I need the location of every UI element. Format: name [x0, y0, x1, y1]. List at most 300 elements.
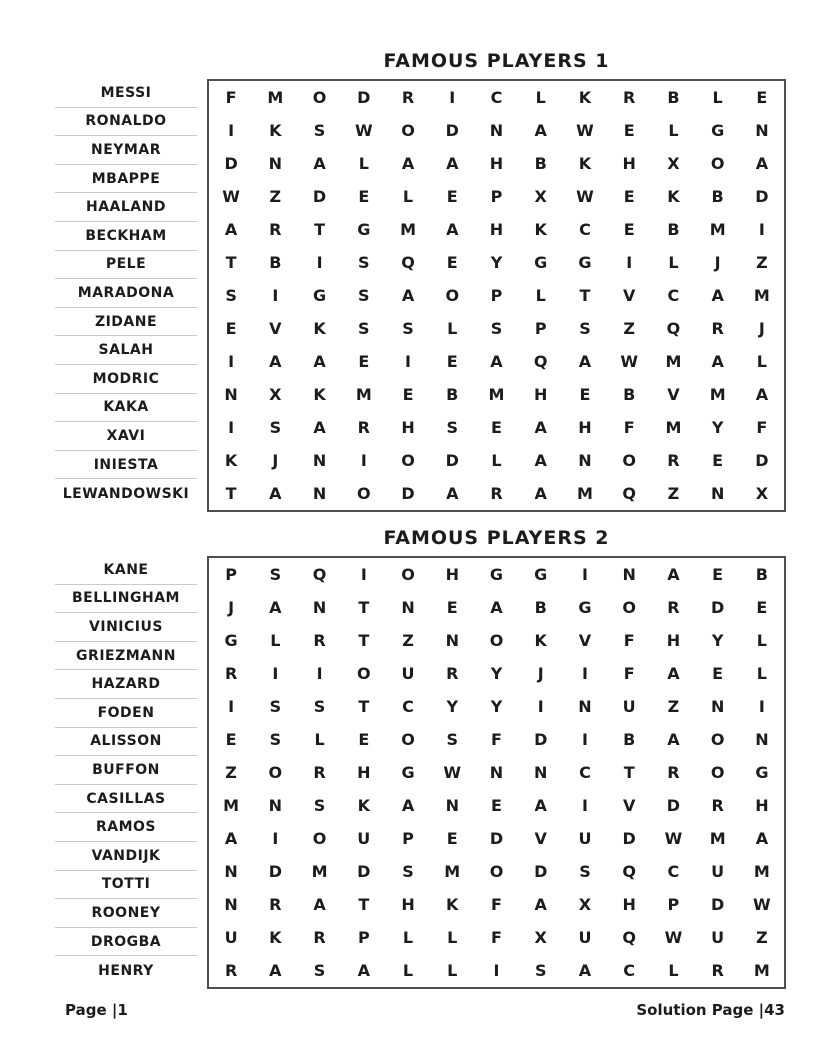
grid-letter: W: [620, 352, 638, 371]
grid-letter: G: [489, 565, 504, 584]
grid-letter: Q: [622, 928, 636, 947]
grid-letter: M: [665, 352, 682, 371]
grid-letter: O: [401, 121, 415, 140]
grid-letter: G: [578, 598, 592, 617]
grid-letter: G: [534, 565, 548, 584]
grid-letter: A: [269, 961, 282, 980]
word-list: [55, 556, 197, 985]
grid-letter: M: [709, 829, 726, 848]
word-item: ALISSON: [55, 728, 197, 757]
grid-letter: Y: [490, 697, 503, 716]
grid-letter: L: [668, 961, 679, 980]
grid-letter: N: [534, 763, 548, 782]
letter-grid: [207, 556, 786, 989]
word-item: CASILLAS: [55, 785, 197, 814]
grid-letter: O: [401, 451, 415, 470]
grid-letter: B: [667, 220, 680, 239]
grid-letter: O: [357, 484, 371, 503]
word-item: MODRIC: [55, 365, 197, 394]
grid-letter: L: [535, 88, 546, 107]
grid-letter: L: [358, 154, 369, 173]
grid-letter: Z: [269, 187, 282, 206]
grid-letter: U: [578, 829, 592, 848]
grid-letter: Z: [402, 631, 414, 650]
grid-letter: A: [401, 796, 415, 815]
grid-letter: S: [579, 319, 591, 338]
grid-letter: K: [534, 220, 547, 239]
grid-letter: T: [358, 598, 370, 617]
grid-letter: O: [312, 829, 327, 848]
grid-letter: R: [224, 664, 238, 683]
grid-letter: R: [224, 961, 238, 980]
grid-letter: A: [534, 895, 547, 914]
solution-page-ref: Solution Page |43: [636, 1001, 785, 1019]
grid-letter: E: [623, 220, 635, 239]
grid-letter: B: [269, 253, 282, 272]
grid-letter: I: [581, 796, 588, 815]
grid-letter: R: [711, 796, 724, 815]
grid-letter: G: [313, 286, 327, 305]
grid-letter: B: [667, 88, 680, 107]
grid-letter: L: [756, 631, 767, 650]
grid-letter: T: [358, 697, 370, 716]
grid-letter: M: [753, 961, 770, 980]
puzzle-title: FAMOUS PLAYERS 1: [383, 50, 610, 72]
puzzle-famous-players-2: [0, 527, 816, 997]
grid-letter: N: [755, 121, 769, 140]
puzzle-title: FAMOUS PLAYERS 2: [383, 527, 610, 549]
grid-letter: F: [225, 88, 237, 107]
grid-letter: E: [446, 352, 458, 371]
grid-letter: Q: [533, 352, 548, 371]
grid-letter: N: [268, 154, 283, 173]
grid-letter: M: [311, 862, 328, 881]
grid-letter: O: [710, 763, 725, 782]
grid-letter: K: [357, 796, 370, 815]
word-list: [55, 79, 197, 508]
grid-letter: A: [313, 418, 326, 437]
grid-letter: U: [224, 928, 238, 947]
grid-letter: Y: [490, 664, 503, 683]
grid-letter: J: [758, 319, 765, 338]
word-item: PELE: [55, 251, 197, 280]
grid-letter: O: [710, 730, 725, 749]
grid-letter: M: [400, 220, 416, 239]
grid-letter: I: [228, 697, 235, 716]
word-item: BELLINGHAM: [55, 585, 197, 614]
grid-letter: S: [402, 862, 414, 881]
grid-letter: O: [268, 763, 283, 782]
grid-letter: E: [446, 829, 458, 848]
grid-letter: Z: [623, 319, 635, 338]
grid-letter: C: [490, 88, 503, 107]
grid-letter: P: [667, 895, 680, 914]
grid-letter: U: [357, 829, 371, 848]
grid-letter: R: [490, 484, 503, 503]
grid-letter: E: [623, 187, 635, 206]
grid-letter: S: [269, 697, 282, 716]
word-item: MBAPPE: [55, 165, 197, 194]
grid-letter: A: [269, 598, 282, 617]
grid-letter: S: [313, 697, 326, 716]
grid-letter: W: [222, 187, 240, 206]
grid-letter: H: [489, 154, 504, 173]
grid-letter: I: [272, 286, 279, 305]
grid-letter: K: [446, 895, 459, 914]
grid-letter: R: [667, 598, 680, 617]
grid-letter: T: [225, 484, 237, 503]
grid-letter: C: [579, 763, 591, 782]
grid-letter: M: [267, 88, 284, 107]
grid-letter: Q: [401, 253, 415, 272]
grid-letter: S: [313, 961, 326, 980]
grid-letter: D: [711, 895, 725, 914]
grid-letter: B: [446, 385, 459, 404]
grid-letter: R: [269, 220, 282, 239]
grid-letter: L: [402, 187, 414, 206]
grid-letter: Z: [225, 763, 237, 782]
grid-letter: A: [224, 829, 238, 848]
grid-letter: O: [357, 664, 371, 683]
grid-letter: N: [312, 484, 327, 503]
grid-letter: D: [755, 187, 769, 206]
grid-letter: D: [401, 484, 415, 503]
grid-letter: L: [402, 928, 414, 947]
grid-letter: F: [623, 418, 635, 437]
grid-letter: Y: [490, 253, 503, 272]
grid-letter: D: [357, 862, 371, 881]
grid-letter: G: [534, 253, 548, 272]
grid-letter: A: [667, 730, 680, 749]
grid-letter: S: [358, 286, 370, 305]
grid-letter: A: [224, 220, 238, 239]
grid-letter: F: [623, 631, 635, 650]
grid-letter: G: [755, 763, 769, 782]
grid-letter: C: [667, 286, 680, 305]
grid-letter: M: [753, 862, 770, 881]
grid-letter: A: [269, 484, 282, 503]
grid-letter: A: [401, 154, 415, 173]
grid-letter: B: [755, 565, 768, 584]
grid-letter: E: [579, 385, 591, 404]
grid-letter: I: [272, 664, 279, 683]
grid-letter: A: [490, 598, 503, 617]
grid-letter: E: [756, 598, 768, 617]
grid-letter: K: [313, 385, 326, 404]
grid-letter: Z: [667, 484, 680, 503]
grid-letter: D: [666, 796, 681, 815]
grid-letter: V: [534, 829, 547, 848]
grid-letter: F: [491, 928, 502, 947]
grid-letter: J: [272, 451, 279, 470]
grid-letter: I: [758, 697, 765, 716]
grid-letter: H: [622, 154, 636, 173]
grid-letter: N: [224, 385, 238, 404]
grid-letter: I: [493, 961, 500, 980]
grid-letter: U: [711, 928, 725, 947]
grid-letter: I: [360, 565, 367, 584]
grid-letter: L: [712, 88, 723, 107]
grid-letter: C: [667, 862, 680, 881]
grid-letter: K: [269, 928, 282, 947]
grid-letter: B: [623, 730, 636, 749]
grid-letter: O: [312, 88, 327, 107]
word-item: VINICIUS: [55, 613, 197, 642]
grid-letter: A: [313, 352, 326, 371]
grid-letter: E: [446, 253, 458, 272]
word-item: DROGBA: [55, 928, 197, 957]
grid-letter: J: [714, 253, 721, 272]
grid-letter: W: [576, 121, 594, 140]
grid-letter: P: [402, 829, 414, 848]
grid-letter: A: [313, 895, 326, 914]
grid-letter: X: [755, 484, 769, 503]
grid-letter: H: [489, 220, 504, 239]
grid-letter: T: [314, 220, 326, 239]
grid-letter: B: [534, 598, 547, 617]
grid-letter: P: [490, 286, 503, 305]
grid-letter: H: [401, 418, 415, 437]
grid-letter: N: [622, 565, 636, 584]
grid-letter: W: [664, 829, 683, 848]
grid-letter: U: [578, 928, 592, 947]
grid-letter: R: [357, 418, 370, 437]
grid-letter: F: [491, 730, 502, 749]
grid-letter: I: [228, 352, 235, 371]
grid-letter: R: [313, 631, 326, 650]
grid-letter: A: [711, 286, 724, 305]
grid-letter: E: [402, 385, 414, 404]
grid-letter: A: [578, 352, 592, 371]
grid-letter: R: [623, 88, 636, 107]
grid-letter: N: [755, 730, 769, 749]
grid-letter: R: [269, 895, 282, 914]
grid-letter: T: [358, 895, 370, 914]
grid-letter: E: [358, 730, 370, 749]
grid-letter: E: [358, 187, 370, 206]
grid-letter: N: [312, 451, 327, 470]
word-item: SALAH: [55, 336, 197, 365]
grid-letter: K: [667, 187, 680, 206]
grid-letter: A: [446, 484, 459, 503]
grid-letter: R: [401, 88, 415, 107]
grid-letter: Q: [666, 319, 681, 338]
grid-letter: D: [711, 598, 725, 617]
word-item: INIESTA: [55, 451, 197, 480]
grid-letter: H: [666, 631, 681, 650]
grid-letter: H: [357, 763, 371, 782]
grid-letter: I: [228, 121, 235, 140]
grid-letter: A: [401, 286, 415, 305]
grid-letter: S: [446, 730, 459, 749]
grid-letter: I: [405, 352, 411, 371]
grid-letter: E: [358, 352, 370, 371]
word-item: KANE: [55, 556, 197, 585]
grid-letter: H: [401, 895, 415, 914]
grid-letter: A: [711, 352, 724, 371]
word-item: RONALDO: [55, 108, 197, 137]
grid-letter: O: [489, 631, 504, 650]
grid-letter: F: [756, 418, 768, 437]
grid-letter: Z: [756, 253, 768, 272]
grid-letter: O: [489, 862, 504, 881]
grid-letter: I: [272, 829, 279, 848]
grid-letter: S: [490, 319, 503, 338]
grid-letter: T: [358, 631, 370, 650]
grid-letter: L: [756, 664, 767, 683]
grid-letter: N: [224, 895, 238, 914]
grid-letter: A: [446, 154, 459, 173]
grid-letter: Y: [711, 631, 724, 650]
grid-letter: K: [578, 154, 592, 173]
grid-letter: I: [537, 697, 544, 716]
grid-letter: M: [444, 862, 461, 881]
grid-letter: D: [445, 451, 459, 470]
grid-letter: Z: [667, 697, 680, 716]
grid-letter: D: [357, 88, 371, 107]
grid-letter: A: [446, 220, 459, 239]
grid-letter: D: [622, 829, 636, 848]
word-item: HAZARD: [55, 670, 197, 699]
grid-letter: M: [576, 484, 593, 503]
grid-letter: D: [755, 451, 769, 470]
grid-letter: R: [446, 664, 459, 683]
grid-letter: O: [445, 286, 460, 305]
grid-letter: G: [711, 121, 725, 140]
grid-letter: P: [490, 187, 503, 206]
grid-letter: Q: [622, 484, 636, 503]
grid-letter: L: [270, 631, 281, 650]
grid-letter: M: [753, 286, 770, 305]
grid-letter: T: [579, 286, 591, 305]
grid-letter: H: [622, 895, 636, 914]
grid-letter: E: [225, 319, 237, 338]
grid-letter: P: [534, 319, 547, 338]
grid-letter: N: [710, 484, 725, 503]
grid-letter: J: [228, 598, 235, 617]
grid-letter: S: [313, 796, 326, 815]
grid-letter: I: [581, 565, 588, 584]
grid-letter: E: [623, 121, 635, 140]
grid-letter: L: [314, 730, 325, 749]
grid-letter: D: [224, 154, 238, 173]
grid-letter: E: [712, 451, 724, 470]
grid-letter: S: [358, 319, 370, 338]
grid-letter: P: [357, 928, 370, 947]
word-item: ZIDANE: [55, 308, 197, 337]
grid-letter: E: [446, 598, 458, 617]
grid-letter: O: [622, 451, 636, 470]
grid-letter: E: [446, 187, 458, 206]
grid-letter: H: [445, 565, 459, 584]
grid-letter: A: [534, 484, 547, 503]
grid-letter: M: [665, 418, 682, 437]
grid-letter: N: [578, 697, 592, 716]
grid-letter: S: [269, 730, 282, 749]
grid-letter: R: [667, 763, 680, 782]
grid-letter: X: [578, 895, 592, 914]
word-item: BECKHAM: [55, 222, 197, 251]
grid-letter: B: [711, 187, 724, 206]
grid-letter: I: [758, 220, 765, 239]
grid-letter: K: [534, 631, 547, 650]
word-item: KAKA: [55, 394, 197, 423]
grid-letter: I: [316, 253, 323, 272]
grid-letter: N: [578, 451, 592, 470]
grid-letter: M: [355, 385, 372, 404]
grid-letter: N: [489, 763, 504, 782]
grid-letter: W: [664, 928, 683, 947]
grid-letter: I: [581, 664, 588, 683]
grid-letter: D: [489, 829, 504, 848]
word-item: BUFFON: [55, 756, 197, 785]
grid-letter: V: [622, 286, 636, 305]
grid-letter: E: [491, 418, 502, 437]
grid-letter: N: [224, 862, 238, 881]
grid-letter: S: [579, 862, 591, 881]
grid-letter: Y: [446, 697, 459, 716]
grid-letter: M: [223, 796, 240, 815]
grid-letter: A: [490, 352, 503, 371]
grid-letter: I: [581, 730, 588, 749]
grid-letter: R: [711, 319, 724, 338]
grid-letter: I: [228, 418, 235, 437]
page-number: Page |1: [65, 1001, 128, 1019]
grid-letter: H: [755, 796, 769, 815]
grid-letter: E: [756, 88, 768, 107]
word-item: RAMOS: [55, 813, 197, 842]
grid-letter: M: [709, 385, 726, 404]
grid-letter: S: [534, 961, 547, 980]
grid-letter: L: [491, 451, 502, 470]
word-item: LEWANDOWSKI: [62, 485, 190, 502]
word-item: HENRY: [98, 962, 154, 979]
word-item: FODEN: [55, 699, 197, 728]
grid-letter: L: [756, 352, 767, 371]
grid-letter: O: [622, 598, 636, 617]
grid-letter: L: [447, 961, 458, 980]
grid-letter: M: [709, 220, 726, 239]
grid-letter: S: [402, 319, 414, 338]
grid-letter: S: [446, 418, 459, 437]
grid-letter: W: [753, 895, 771, 914]
grid-letter: G: [578, 253, 592, 272]
grid-letter: U: [622, 697, 636, 716]
grid-letter: K: [224, 451, 238, 470]
grid-letter: K: [269, 121, 282, 140]
grid-letter: S: [313, 121, 326, 140]
grid-letter: I: [626, 253, 633, 272]
grid-letter: W: [576, 187, 594, 206]
grid-letter: E: [225, 730, 237, 749]
grid-letter: D: [534, 730, 548, 749]
grid-letter: S: [225, 286, 237, 305]
grid-letter: G: [357, 220, 371, 239]
grid-letter: V: [269, 319, 282, 338]
grid-letter: K: [578, 88, 592, 107]
grid-letter: I: [449, 88, 456, 107]
grid-letter: A: [755, 385, 769, 404]
grid-letter: L: [402, 961, 414, 980]
grid-letter: N: [489, 121, 504, 140]
grid-letter: S: [358, 253, 370, 272]
word-item: HAALAND: [55, 193, 197, 222]
grid-letter: V: [578, 631, 592, 650]
grid-letter: P: [225, 565, 237, 584]
grid-letter: H: [534, 385, 548, 404]
grid-letter: L: [535, 286, 546, 305]
grid-letter: R: [667, 451, 680, 470]
